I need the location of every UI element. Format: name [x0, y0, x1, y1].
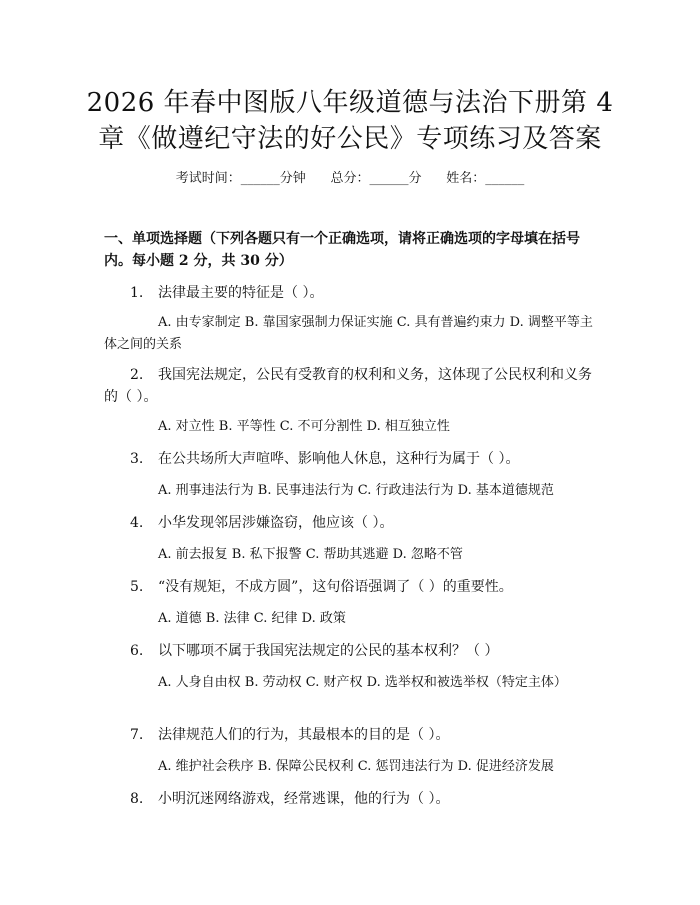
- question-number: 4.: [130, 515, 144, 531]
- question-stem: 小明沉迷网络游戏，经常逃课，他的行为（ ）。: [158, 791, 450, 807]
- question-3-options: A. 刑事违法行为 B. 民事违法行为 C. 行政违法行为 D. 基本道德规范: [158, 483, 554, 498]
- question-number: 5.: [130, 579, 144, 595]
- question-4-options: A. 前去报复 B. 私下报警 C. 帮助其逃避 D. 忽略不管: [158, 547, 463, 562]
- document-title-line-2: 章《做遵纪守法的好公民》专项练习及答案: [98, 124, 602, 154]
- question-stem: 在公共场所大声喧哗、影响他人休息，这种行为属于（ ）。: [158, 451, 520, 467]
- question-stem: 小华发现邻居涉嫌盗窃，他应该（ ）。: [158, 515, 394, 531]
- question-6-options: A. 人身自由权 B. 劳动权 C. 财产权 D. 选举权和被选举权（特定主体）: [158, 675, 567, 690]
- question-number: 1.: [130, 285, 144, 301]
- question-7-options: A. 维护社会秩序 B. 保障公民权利 C. 惩罚违法行为 D. 促进经济发展: [158, 759, 554, 774]
- question-2-options: A. 对立性 B. 平等性 C. 不可分割性 D. 相互独立性: [158, 419, 450, 434]
- question-5-options: A. 道德 B. 法律 C. 纪律 D. 政策: [158, 611, 346, 626]
- question-number: 7.: [130, 727, 144, 743]
- question-3: [104, 448, 604, 470]
- question-number: 3.: [130, 451, 144, 467]
- question-stem: “没有规矩，不成方圆”，这句俗语强调了（ ）的重要性。: [158, 579, 513, 595]
- question-stem: 以下哪项不属于我国宪法规定的公民的基本权利？（ ）: [158, 643, 499, 659]
- question-number: 8.: [130, 791, 144, 807]
- exam-meta-line: 考试时间：______分钟 总分：______分 姓名：______: [175, 171, 525, 186]
- question-1-options: A. 由专家制定 B. 靠国家强制力保证实施 C. 具有普遍约束力 D. 调整平等主体之间的关系: [104, 315, 593, 352]
- question-2: [104, 364, 604, 408]
- document-title-line-1: 2026 年春中图版八年级道德与法治下册第 4: [86, 88, 614, 118]
- question-number: 6.: [130, 643, 144, 659]
- section-heading: 一、单项选择题（下列各题只有一个正确选项，请将正确选项的字母填在括号内。每小题 2 分，共 30 分）: [104, 231, 580, 269]
- question-5: [104, 576, 604, 598]
- question-6: [104, 640, 604, 662]
- question-1: [104, 282, 604, 304]
- question-4: [104, 512, 604, 534]
- question-stem: 法律规范人们的行为，其最根本的目的是（ ）。: [158, 727, 450, 743]
- question-stem: 我国宪法规定，公民有受教育的权利和义务，这体现了公民权利和义务的（ ）。: [104, 367, 592, 405]
- question-number: 2.: [130, 367, 144, 383]
- question-stem: 法律最主要的特征是（ ）。: [158, 285, 324, 301]
- question-8: [104, 788, 604, 810]
- question-7: [104, 724, 604, 746]
